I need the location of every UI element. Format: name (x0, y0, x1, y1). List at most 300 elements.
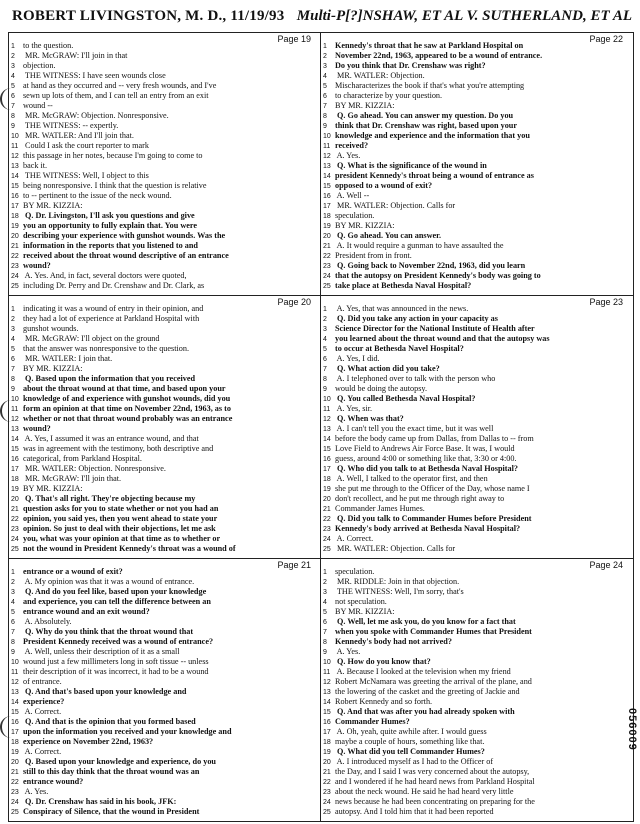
line-number: 14 (11, 699, 19, 706)
transcript-lines (323, 567, 624, 817)
transcript-line (323, 767, 624, 777)
transcript-line (323, 191, 624, 201)
line-text: A. Correct. (23, 707, 62, 716)
transcript-line (11, 324, 312, 334)
line-text: BY MR. KIZZIA: (23, 484, 83, 493)
transcript-line (11, 647, 312, 657)
line-number: 20 (11, 496, 19, 503)
line-text: sewn up lots of them, and I can tell an entry from an exit (23, 91, 209, 100)
transcript-line (11, 314, 312, 324)
line-number: 13 (11, 426, 19, 433)
transcript-line (323, 727, 624, 737)
transcript-line (323, 364, 624, 374)
line-text: Q. And that was after you had already spoken with (335, 707, 515, 716)
transcript-line (11, 534, 312, 544)
line-text: BY MR. KIZZIA: (23, 364, 83, 373)
line-number: 6 (11, 619, 15, 626)
line-text: to occur at Bethesda Navel Hospital? (335, 344, 464, 353)
transcript-line (11, 71, 312, 81)
line-text: of entrance. (23, 677, 62, 686)
line-text: upon the information you received and your knowledge and (23, 727, 232, 736)
transcript-lines (11, 567, 312, 817)
transcript-line (11, 454, 312, 464)
line-number: 6 (11, 356, 15, 363)
transcript-line (11, 334, 312, 344)
line-number: 10 (11, 133, 19, 140)
line-number: 17 (323, 729, 331, 736)
line-text: Q. That's all right. They're objecting because my (23, 494, 196, 503)
line-text: Kennedy's body had not arrived? (335, 637, 452, 646)
line-text: Q. Based upon your knowledge and experience, do you (23, 757, 216, 766)
transcript-line (323, 717, 624, 727)
transcript-line (323, 241, 624, 251)
line-number: 22 (323, 516, 331, 523)
line-text: to -- pertinent to the issue of the neck wound. (23, 191, 172, 200)
line-number: 20 (323, 496, 331, 503)
line-text: Q. And do you feel like, based upon your knowledge (23, 587, 207, 596)
line-text: speculation. (335, 567, 375, 576)
transcript-line (323, 474, 624, 484)
line-text: autopsy. And I told him that it had been reported (335, 807, 494, 816)
transcript-line (323, 514, 624, 524)
line-text: indicating it was a wound of entry in their opinion, and (23, 304, 204, 313)
transcript-line (323, 261, 624, 271)
line-text: Q. Dr. Livingston, I'll ask you questions and give (23, 211, 195, 220)
line-text: Commander James Humes. (335, 504, 425, 513)
line-number: 5 (323, 346, 327, 353)
line-number: 25 (11, 809, 19, 816)
line-text: Q. Why do you think that the throat wound that (23, 627, 194, 636)
line-text: THE WITNESS: Well, I'm sorry, that's (335, 587, 464, 596)
transcript-page (9, 33, 315, 295)
line-text: A. Yes, sir. (335, 404, 373, 413)
line-text: MR. McGRAW: I'll object on the ground (23, 334, 160, 343)
line-text: MR. McGRAW: Objection. Nonresponsive. (23, 111, 169, 120)
line-text: Q. Go ahead. You can answer my question. Do you (335, 111, 514, 120)
line-number: 22 (323, 779, 331, 786)
transcript-line (11, 414, 312, 424)
line-number: 9 (11, 649, 15, 656)
line-text: President Kennedy received was a wound of entrance? (23, 637, 214, 646)
line-number: 16 (323, 193, 331, 200)
line-number: 4 (11, 599, 15, 606)
line-text: you, what was your opinion at that time as to whether or (23, 534, 221, 543)
line-text: don't recollect, and he put me through right away to (335, 494, 505, 503)
line-number: 6 (323, 619, 327, 626)
line-text: about the throat wound at that time, and based upon your (23, 384, 226, 393)
line-text: the lowering of the casket and the greeting of Jackie and (335, 687, 520, 696)
transcript-line (11, 737, 312, 747)
line-number: 12 (11, 416, 19, 423)
transcript-line (323, 51, 624, 61)
line-number: 20 (323, 233, 331, 240)
transcript-line (11, 717, 312, 727)
page-number: Page 24 (589, 560, 623, 570)
transcript-line (323, 171, 624, 181)
line-text: that the autopsy on President Kennedy's body was going to (335, 271, 541, 280)
transcript-line (323, 91, 624, 101)
line-number: 16 (323, 456, 331, 463)
line-number: 10 (323, 133, 331, 140)
line-text: BY MR. KIZZIA: (23, 201, 83, 210)
transcript-line (323, 41, 624, 51)
transcript-line (323, 101, 624, 111)
transcript-line (323, 637, 624, 647)
transcript-line (11, 697, 312, 707)
line-number: 5 (323, 83, 327, 90)
transcript-page (321, 296, 627, 558)
transcript-line (323, 121, 624, 131)
line-number: 19 (11, 749, 19, 756)
line-text: to characterize by your question. (335, 91, 443, 100)
line-number: 24 (11, 273, 19, 280)
transcript-line (323, 524, 624, 534)
transcript-line (323, 494, 624, 504)
transcript-line (323, 161, 624, 171)
line-text: THE WITNESS: -- expertly. (23, 121, 119, 130)
line-number: 22 (11, 516, 19, 523)
transcript-line (11, 707, 312, 717)
line-text: when you spoke with Commander Humes that President (335, 627, 532, 636)
line-text: received about the throat wound descriptive of an entrance (23, 251, 229, 260)
punch-hole-mark (0, 400, 12, 422)
punch-hole-mark (0, 88, 12, 110)
line-text: Q. How do you know that? (335, 657, 431, 666)
transcript-line (323, 211, 624, 221)
line-text: A. Yes. And, in fact, several doctors were quoted, (23, 271, 187, 280)
line-text: she put me through to the Officer of the Day, whose name I (335, 484, 530, 493)
line-number: 3 (323, 63, 327, 70)
line-text: speculation. (335, 211, 375, 220)
line-number: 9 (11, 123, 15, 130)
line-text: entrance wound? (23, 777, 84, 786)
line-number: 23 (11, 526, 19, 533)
transcript-line (323, 687, 624, 697)
transcript-line (11, 281, 312, 291)
transcript-line (11, 474, 312, 484)
page-number: Page 23 (589, 297, 623, 307)
line-number: 20 (11, 759, 19, 766)
line-number: 14 (323, 436, 331, 443)
transcript-line (323, 707, 624, 717)
line-text: being nonresponsive. I think that the question is relative (23, 181, 207, 190)
line-text: MR. WATLER: Objection. Nonresponsive. (23, 464, 166, 473)
line-number: 14 (11, 436, 19, 443)
line-text: Mischaracterizes the book if that's what you're attempting (335, 81, 525, 90)
line-number: 2 (323, 579, 327, 586)
transcript-line (323, 747, 624, 757)
transcript-line (11, 61, 312, 71)
line-text: guess, around 4:00 or something like that, 3:30 or 4:00. (335, 454, 517, 463)
line-text: this passage in her notes, because I'm going to come to (23, 151, 203, 160)
line-text: A. Yes, that was announced in the news. (335, 304, 469, 313)
line-number: 23 (323, 263, 331, 270)
line-number: 2 (11, 316, 15, 323)
line-text: Kennedy's throat that he saw at Parkland Hospital on (335, 41, 524, 50)
transcript-line (11, 787, 312, 797)
line-number: 13 (11, 689, 19, 696)
transcript-line (11, 577, 312, 587)
line-text: A. Absolutely. (23, 617, 72, 626)
line-number: 8 (11, 376, 15, 383)
line-number: 9 (323, 649, 327, 656)
transcript-line (323, 777, 624, 787)
line-text: BY MR. KIZZIA: (335, 101, 395, 110)
line-text: A. I can't tell you the exact time, but it was well (335, 424, 494, 433)
line-text: Q. You called Bethesda Naval Hospital? (335, 394, 476, 403)
line-text: not the wound in President Kennedy's throat was a wound of (23, 544, 236, 553)
punch-hole-mark (0, 716, 12, 738)
transcript-line (323, 281, 624, 291)
page-number: Page 21 (277, 560, 311, 570)
transcript-lines (323, 41, 624, 291)
line-text: A. Yes, I did. (335, 354, 380, 363)
line-number: 19 (11, 223, 19, 230)
transcript-line (323, 141, 624, 151)
transcript-line (323, 444, 624, 454)
line-text: Q. When was that? (335, 414, 404, 423)
line-number: 16 (11, 193, 19, 200)
line-text: wound? (23, 424, 51, 433)
line-text: Kennedy's body arrived at Bethesda Naval Hospital? (335, 524, 521, 533)
line-text: Robert McNamara was greeting the arrival of the plane, and (335, 677, 532, 686)
transcript-line (11, 231, 312, 241)
line-number: 15 (11, 183, 19, 190)
line-number: 18 (323, 213, 331, 220)
line-number: 1 (323, 43, 327, 50)
transcript-line (323, 221, 624, 231)
transcript-line (11, 271, 312, 281)
line-number: 11 (323, 669, 331, 676)
line-text: you learned about the throat wound and that the autopsy was (335, 334, 550, 343)
transcript-line (11, 797, 312, 807)
line-number: 22 (11, 253, 19, 260)
line-number: 20 (11, 233, 19, 240)
line-text: question asks for you to state whether or not you had an (23, 504, 219, 513)
line-number: 18 (323, 739, 331, 746)
line-text: A. Oh, yeah, quite awhile after. I would guess (335, 727, 487, 736)
line-number: 6 (323, 356, 327, 363)
line-text: opposed to a wound of exit? (335, 181, 433, 190)
line-number: 13 (323, 689, 331, 696)
transcript-line (11, 607, 312, 617)
transcript-line (323, 334, 624, 344)
transcript-line (11, 81, 312, 91)
page-number: Page 22 (589, 34, 623, 44)
line-number: 14 (323, 699, 331, 706)
transcript-line (323, 374, 624, 384)
transcript-line (323, 151, 624, 161)
line-number: 3 (323, 326, 327, 333)
line-number: 5 (11, 609, 15, 616)
page-number: Page 19 (277, 34, 311, 44)
transcript-page (321, 559, 627, 821)
line-text: the Day, and I said I was very concerned about the autopsy, (335, 767, 530, 776)
transcript-line (323, 304, 624, 314)
transcript-line (11, 464, 312, 474)
line-text: November 22nd, 1963, appeared to be a wound of entrance. (335, 51, 543, 60)
line-text: MR. WATLER: And I'll join that. (23, 131, 134, 140)
line-number: 16 (11, 719, 19, 726)
transcript-line (11, 191, 312, 201)
line-text: at hand as they occurred and -- very fresh wounds, and I've (23, 81, 217, 90)
transcript-line (323, 757, 624, 767)
line-number: 25 (11, 283, 19, 290)
line-text: they had a lot of experience at Parkland Hospital with (23, 314, 200, 323)
transcript-line (11, 727, 312, 737)
transcript-header (12, 4, 632, 30)
line-number: 5 (323, 609, 327, 616)
line-number: 18 (11, 213, 19, 220)
line-number: 17 (323, 466, 331, 473)
line-number: 21 (11, 506, 19, 513)
line-text: you an opportunity to fully explain that. You were (23, 221, 198, 230)
line-text: describing your experience with gunshot wounds. Was the (23, 231, 226, 240)
line-text: President from in front. (335, 251, 412, 260)
transcript-line (11, 627, 312, 637)
transcript-line (323, 787, 624, 797)
transcript-line (323, 251, 624, 261)
line-number: 15 (323, 446, 331, 453)
line-number: 24 (323, 799, 331, 806)
line-number: 13 (323, 426, 331, 433)
transcript-line (323, 607, 624, 617)
line-text: wound just a few millimeters long in soft tissue -- unless (23, 657, 209, 666)
line-number: 22 (11, 779, 19, 786)
line-text: news because he had been concentrating on preparing for the (335, 797, 535, 806)
transcript-line (11, 344, 312, 354)
line-number: 10 (323, 396, 331, 403)
line-text: THE WITNESS: Well, I object to this (23, 171, 149, 180)
line-number: 19 (11, 486, 19, 493)
line-text: before the body came up from Dallas, from Dallas to -- from (335, 434, 534, 443)
line-number: 4 (11, 336, 15, 343)
line-text: Conspiracy of Silence, that the wound in President (23, 807, 200, 816)
line-text: A. Correct. (23, 747, 62, 756)
transcript-line (323, 81, 624, 91)
line-number: 15 (11, 446, 19, 453)
transcript-line (323, 587, 624, 597)
line-number: 21 (323, 506, 331, 513)
transcript-lines (323, 304, 624, 554)
transcript-line (11, 617, 312, 627)
transcript-line (323, 504, 624, 514)
transcript-line (11, 51, 312, 61)
transcript-line (11, 131, 312, 141)
line-number: 11 (11, 669, 19, 676)
line-number: 15 (11, 709, 19, 716)
line-number: 1 (11, 306, 15, 313)
transcript-line (11, 807, 312, 817)
line-text: knowledge of and experience with gunshot wounds, did you (23, 394, 231, 403)
transcript-line (11, 747, 312, 757)
transcript-line (11, 41, 312, 51)
line-number: 24 (11, 536, 19, 543)
transcript-line (11, 777, 312, 787)
line-text: maybe a couple of hours, something like that. (335, 737, 485, 746)
transcript-line (323, 354, 624, 364)
line-text: Could I ask the court reporter to mark (23, 141, 149, 150)
line-number: 16 (323, 719, 331, 726)
line-number: 6 (11, 93, 15, 100)
transcript-line (323, 697, 624, 707)
transcript-line (11, 504, 312, 514)
transcript-line (323, 677, 624, 687)
line-text: A. Yes. (335, 151, 361, 160)
line-number: 9 (11, 386, 15, 393)
line-text: Q. What is the significance of the wound in (335, 161, 487, 170)
line-number: 3 (11, 589, 15, 596)
line-number: 4 (323, 73, 327, 80)
transcript-line (323, 627, 624, 637)
line-number: 5 (11, 346, 15, 353)
line-text: Do you think that Dr. Crenshaw was right? (335, 61, 486, 70)
transcript-line (11, 434, 312, 444)
line-number: 2 (11, 53, 15, 60)
line-number: 17 (323, 203, 331, 210)
line-text: Q. And that's based upon your knowledge and (23, 687, 187, 696)
transcript-line (323, 231, 624, 241)
line-text: categorical, from Parkland Hospital. (23, 454, 142, 463)
transcript-line (11, 251, 312, 261)
transcript-line (11, 161, 312, 171)
line-text: and experience, you can tell the difference between an (23, 597, 211, 606)
line-number: 3 (323, 589, 327, 596)
line-number: 14 (323, 173, 331, 180)
line-text: Q. Based upon the information that you received (23, 374, 196, 383)
line-text: Love Field to Andrews Air Force Base. It was, I would (335, 444, 515, 453)
line-text: A. I introduced myself as I had to the Officer of (335, 757, 494, 766)
line-number: 10 (323, 659, 331, 666)
transcript-line (323, 344, 624, 354)
line-text: entrance or a wound of exit? (23, 567, 123, 576)
line-number: 11 (11, 143, 19, 150)
line-number: 12 (11, 153, 19, 160)
transcript-line (11, 261, 312, 271)
line-number: 24 (323, 536, 331, 543)
line-text: objection. (23, 61, 56, 70)
transcript-line (11, 101, 312, 111)
transcript-line (11, 384, 312, 394)
line-number: 10 (11, 396, 19, 403)
line-text: not speculation. (335, 597, 387, 606)
line-number: 8 (11, 639, 15, 646)
line-text: MR. McGRAW: I'll join in that (23, 51, 128, 60)
line-text: including Dr. Perry and Dr. Crenshaw and Dr. Clark, as (23, 281, 205, 290)
transcript-lines (11, 41, 312, 291)
transcript-line (11, 757, 312, 767)
line-number: 18 (11, 739, 19, 746)
transcript-line (11, 657, 312, 667)
line-text: A. Well, unless their description of it as a small (23, 647, 180, 656)
transcript-line (11, 111, 312, 121)
transcript-line (323, 424, 624, 434)
line-number: 2 (323, 316, 327, 323)
transcript-line (323, 404, 624, 414)
line-text: whether or not that throat wound probably was an entrance (23, 414, 233, 423)
line-text: Q. What action did you take? (335, 364, 440, 373)
transcript-line (323, 657, 624, 667)
transcript-line (11, 304, 312, 314)
line-number: 17 (11, 203, 19, 210)
line-number: 25 (323, 809, 331, 816)
line-text: Q. Going back to November 22nd, 1963, did you learn (335, 261, 526, 270)
transcript-line (11, 221, 312, 231)
line-text: A. Well -- (335, 191, 370, 200)
transcript-line (11, 667, 312, 677)
line-number: 21 (323, 769, 331, 776)
transcript-lines (11, 304, 312, 554)
